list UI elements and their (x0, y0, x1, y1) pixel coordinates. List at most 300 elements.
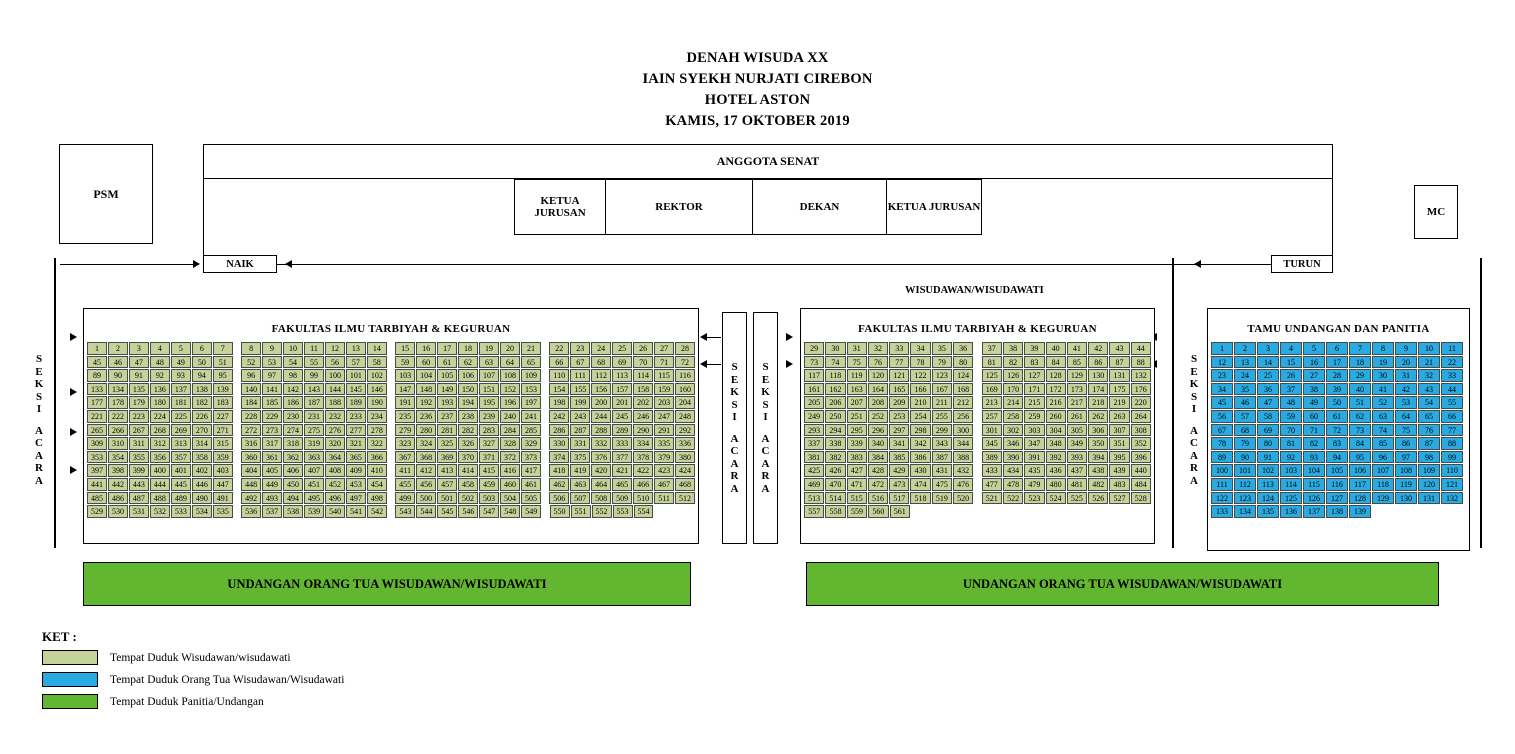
seat[interactable]: 114 (633, 369, 653, 382)
seat[interactable]: 14 (1257, 356, 1279, 369)
seat[interactable]: 475 (932, 478, 952, 491)
seat[interactable]: 497 (346, 492, 366, 505)
seat[interactable]: 121 (889, 369, 909, 382)
seat[interactable]: 502 (458, 492, 478, 505)
seat[interactable]: 284 (500, 424, 520, 437)
seat[interactable]: 11 (1441, 342, 1463, 355)
seat[interactable]: 474 (910, 478, 930, 491)
seat[interactable]: 408 (325, 464, 345, 477)
seat[interactable]: 362 (283, 451, 303, 464)
seat[interactable]: 541 (346, 505, 366, 518)
seat[interactable]: 223 (129, 410, 149, 423)
seat[interactable]: 262 (1088, 410, 1108, 423)
seat[interactable]: 88 (1441, 437, 1463, 450)
seat[interactable]: 103 (1280, 464, 1302, 477)
seat[interactable]: 337 (804, 437, 824, 450)
seat[interactable]: 59 (395, 356, 415, 369)
seat[interactable]: 35 (932, 342, 952, 355)
seat[interactable]: 225 (171, 410, 191, 423)
seat[interactable]: 10 (283, 342, 303, 355)
seat[interactable]: 274 (283, 424, 303, 437)
seat[interactable]: 495 (304, 492, 324, 505)
seat[interactable]: 148 (416, 383, 436, 396)
seat[interactable]: 257 (982, 410, 1002, 423)
seat[interactable]: 79 (1234, 437, 1256, 450)
seat[interactable]: 75 (1395, 424, 1417, 437)
seat[interactable]: 345 (982, 437, 1002, 450)
seat[interactable]: 460 (500, 478, 520, 491)
seat[interactable]: 216 (1046, 396, 1066, 409)
seat[interactable]: 343 (932, 437, 952, 450)
seat[interactable]: 393 (1067, 451, 1087, 464)
seat[interactable]: 494 (283, 492, 303, 505)
seat[interactable]: 210 (910, 396, 930, 409)
seat[interactable]: 65 (1418, 410, 1440, 423)
seat[interactable]: 156 (591, 383, 611, 396)
seat[interactable]: 198 (549, 396, 569, 409)
seat[interactable]: 155 (570, 383, 590, 396)
seat[interactable]: 113 (612, 369, 632, 382)
seat[interactable]: 419 (570, 464, 590, 477)
seat[interactable]: 245 (612, 410, 632, 423)
seat[interactable]: 429 (889, 464, 909, 477)
seat[interactable]: 102 (367, 369, 387, 382)
seat[interactable]: 417 (521, 464, 541, 477)
seat[interactable]: 49 (1303, 396, 1325, 409)
seat[interactable]: 40 (1046, 342, 1066, 355)
seat[interactable]: 481 (1067, 478, 1087, 491)
seat[interactable]: 318 (283, 437, 303, 450)
seat[interactable]: 535 (213, 505, 233, 518)
seat[interactable]: 46 (1234, 396, 1256, 409)
seat[interactable]: 120 (868, 369, 888, 382)
seat[interactable]: 21 (521, 342, 541, 355)
seat[interactable]: 44 (1131, 342, 1151, 355)
seat[interactable]: 386 (910, 451, 930, 464)
seat[interactable]: 9 (1395, 342, 1417, 355)
seat[interactable]: 85 (1067, 356, 1087, 369)
seat[interactable]: 276 (325, 424, 345, 437)
seat[interactable]: 234 (367, 410, 387, 423)
seat[interactable]: 83 (1326, 437, 1348, 450)
seat[interactable]: 141 (262, 383, 282, 396)
seat[interactable]: 201 (612, 396, 632, 409)
seat[interactable]: 107 (1372, 464, 1394, 477)
seat[interactable]: 353 (87, 451, 107, 464)
seat[interactable]: 3 (129, 342, 149, 355)
seat[interactable]: 206 (825, 396, 845, 409)
seat[interactable]: 25 (1257, 369, 1279, 382)
seat[interactable]: 134 (108, 383, 128, 396)
seat[interactable]: 267 (129, 424, 149, 437)
seat[interactable]: 188 (325, 396, 345, 409)
seat[interactable]: 39 (1326, 383, 1348, 396)
seat[interactable]: 175 (1109, 383, 1129, 396)
seat[interactable]: 536 (241, 505, 261, 518)
seat[interactable]: 275 (304, 424, 324, 437)
seat[interactable]: 447 (213, 478, 233, 491)
seat[interactable]: 205 (804, 396, 824, 409)
seat[interactable]: 420 (591, 464, 611, 477)
seat[interactable]: 334 (633, 437, 653, 450)
seat[interactable]: 457 (437, 478, 457, 491)
seat[interactable]: 298 (910, 424, 930, 437)
seat[interactable]: 48 (150, 356, 170, 369)
seat[interactable]: 65 (521, 356, 541, 369)
seat[interactable]: 241 (521, 410, 541, 423)
seat[interactable]: 509 (612, 492, 632, 505)
seat[interactable]: 135 (129, 383, 149, 396)
seat[interactable]: 227 (213, 410, 233, 423)
seat[interactable]: 4 (1280, 342, 1302, 355)
seat[interactable]: 202 (633, 396, 653, 409)
seat[interactable]: 186 (283, 396, 303, 409)
seat[interactable]: 94 (1326, 451, 1348, 464)
seat[interactable]: 498 (367, 492, 387, 505)
seat[interactable]: 351 (1109, 437, 1129, 450)
seat[interactable]: 116 (1326, 478, 1348, 491)
seat[interactable]: 211 (932, 396, 952, 409)
seat[interactable]: 187 (304, 396, 324, 409)
seat[interactable]: 339 (847, 437, 867, 450)
seat[interactable]: 42 (1088, 342, 1108, 355)
seat[interactable]: 551 (571, 505, 591, 518)
seat[interactable]: 111 (1211, 478, 1233, 491)
seat[interactable]: 111 (570, 369, 590, 382)
seat[interactable]: 537 (262, 505, 282, 518)
seat[interactable]: 105 (1326, 464, 1348, 477)
seat[interactable]: 308 (1131, 424, 1151, 437)
seat[interactable]: 396 (1131, 451, 1151, 464)
seat[interactable]: 427 (847, 464, 867, 477)
seat[interactable]: 115 (1303, 478, 1325, 491)
seat[interactable]: 68 (1234, 424, 1256, 437)
seat[interactable]: 150 (458, 383, 478, 396)
seat[interactable]: 19 (479, 342, 499, 355)
seat[interactable]: 92 (150, 369, 170, 382)
seat[interactable]: 388 (953, 451, 973, 464)
seat[interactable]: 122 (910, 369, 930, 382)
seat[interactable]: 446 (192, 478, 212, 491)
seat[interactable]: 157 (612, 383, 632, 396)
seat[interactable]: 185 (262, 396, 282, 409)
seat[interactable]: 222 (108, 410, 128, 423)
seat[interactable]: 253 (889, 410, 909, 423)
seat[interactable]: 315 (213, 437, 233, 450)
seat[interactable]: 445 (171, 478, 191, 491)
seat[interactable]: 373 (521, 451, 541, 464)
seat[interactable]: 9 (262, 342, 282, 355)
seat[interactable]: 107 (479, 369, 499, 382)
seat[interactable]: 316 (241, 437, 261, 450)
seat[interactable]: 423 (654, 464, 674, 477)
seat[interactable]: 288 (591, 424, 611, 437)
seat[interactable]: 97 (1395, 451, 1417, 464)
seat[interactable]: 86 (1088, 356, 1108, 369)
seat[interactable]: 105 (437, 369, 457, 382)
seat[interactable]: 31 (1395, 369, 1417, 382)
seat[interactable]: 493 (262, 492, 282, 505)
seat[interactable]: 12 (1211, 356, 1233, 369)
seat[interactable]: 112 (1234, 478, 1256, 491)
seat[interactable]: 292 (675, 424, 695, 437)
seat[interactable]: 1 (1211, 342, 1233, 355)
seat[interactable]: 251 (847, 410, 867, 423)
seat[interactable]: 327 (479, 437, 499, 450)
seat[interactable]: 407 (304, 464, 324, 477)
seat[interactable]: 81 (982, 356, 1002, 369)
seat[interactable]: 289 (612, 424, 632, 437)
seat[interactable]: 544 (416, 505, 436, 518)
seat[interactable]: 323 (395, 437, 415, 450)
seat[interactable]: 2 (1234, 342, 1256, 355)
seat[interactable]: 24 (591, 342, 611, 355)
seat[interactable]: 516 (868, 492, 888, 505)
seat[interactable]: 37 (1280, 383, 1302, 396)
seat[interactable]: 20 (1395, 356, 1417, 369)
seat[interactable]: 193 (437, 396, 457, 409)
seat[interactable]: 524 (1046, 492, 1066, 505)
seat[interactable]: 19 (1372, 356, 1394, 369)
seat[interactable]: 282 (458, 424, 478, 437)
seat[interactable]: 80 (953, 356, 973, 369)
seat[interactable]: 169 (982, 383, 1002, 396)
seat[interactable]: 132 (1441, 492, 1463, 505)
seat[interactable]: 450 (283, 478, 303, 491)
seat[interactable]: 64 (500, 356, 520, 369)
seat[interactable]: 1 (87, 342, 107, 355)
seat[interactable]: 87 (1418, 437, 1440, 450)
seat[interactable]: 67 (1211, 424, 1233, 437)
seat[interactable]: 178 (108, 396, 128, 409)
seat[interactable]: 174 (1088, 383, 1108, 396)
seat[interactable]: 18 (1349, 356, 1371, 369)
seat[interactable]: 306 (1088, 424, 1108, 437)
seat[interactable]: 501 (437, 492, 457, 505)
seat[interactable]: 90 (1234, 451, 1256, 464)
seat[interactable]: 116 (675, 369, 695, 382)
seat[interactable]: 411 (395, 464, 415, 477)
seat[interactable]: 363 (304, 451, 324, 464)
seat[interactable]: 62 (1349, 410, 1371, 423)
seat[interactable]: 389 (982, 451, 1002, 464)
seat[interactable]: 285 (521, 424, 541, 437)
seat[interactable]: 492 (241, 492, 261, 505)
seat[interactable]: 135 (1257, 505, 1279, 518)
seat[interactable]: 106 (1349, 464, 1371, 477)
seat[interactable]: 170 (1003, 383, 1023, 396)
seat[interactable]: 265 (87, 424, 107, 437)
seat[interactable]: 260 (1046, 410, 1066, 423)
seat[interactable]: 303 (1024, 424, 1044, 437)
seat[interactable]: 119 (847, 369, 867, 382)
seat[interactable]: 33 (889, 342, 909, 355)
seat[interactable]: 467 (654, 478, 674, 491)
seat[interactable]: 197 (521, 396, 541, 409)
seat[interactable]: 381 (804, 451, 824, 464)
seat[interactable]: 539 (304, 505, 324, 518)
seat[interactable]: 26 (633, 342, 653, 355)
seat[interactable]: 98 (283, 369, 303, 382)
seat[interactable]: 127 (1024, 369, 1044, 382)
seat[interactable]: 472 (868, 478, 888, 491)
seat[interactable]: 312 (150, 437, 170, 450)
seat[interactable]: 416 (500, 464, 520, 477)
seat[interactable]: 47 (1257, 396, 1279, 409)
seat[interactable]: 261 (1067, 410, 1087, 423)
seat[interactable]: 486 (108, 492, 128, 505)
seat[interactable]: 84 (1046, 356, 1066, 369)
seat[interactable]: 55 (1441, 396, 1463, 409)
seat[interactable]: 444 (150, 478, 170, 491)
seat[interactable]: 104 (416, 369, 436, 382)
seat[interactable]: 36 (953, 342, 973, 355)
seat[interactable]: 269 (171, 424, 191, 437)
seat[interactable]: 322 (367, 437, 387, 450)
seat[interactable]: 87 (1109, 356, 1129, 369)
seat[interactable]: 43 (1109, 342, 1129, 355)
seat[interactable]: 51 (1349, 396, 1371, 409)
seat[interactable]: 412 (416, 464, 436, 477)
seat[interactable]: 530 (108, 505, 128, 518)
seat[interactable]: 451 (304, 478, 324, 491)
seat[interactable]: 470 (825, 478, 845, 491)
seat[interactable]: 462 (549, 478, 569, 491)
seat[interactable]: 73 (804, 356, 824, 369)
seat[interactable]: 100 (325, 369, 345, 382)
seat[interactable]: 142 (283, 383, 303, 396)
seat[interactable]: 89 (1211, 451, 1233, 464)
seat[interactable]: 424 (675, 464, 695, 477)
seat[interactable]: 286 (549, 424, 569, 437)
seat[interactable]: 409 (346, 464, 366, 477)
seat[interactable]: 226 (192, 410, 212, 423)
seat[interactable]: 117 (1349, 478, 1371, 491)
seat[interactable]: 190 (367, 396, 387, 409)
seat[interactable]: 23 (570, 342, 590, 355)
seat[interactable]: 192 (416, 396, 436, 409)
seat[interactable]: 449 (262, 478, 282, 491)
seat[interactable]: 124 (1257, 492, 1279, 505)
seat[interactable]: 32 (1418, 369, 1440, 382)
seat[interactable]: 164 (868, 383, 888, 396)
seat[interactable]: 70 (633, 356, 653, 369)
seat[interactable]: 402 (192, 464, 212, 477)
seat[interactable]: 360 (241, 451, 261, 464)
seat[interactable]: 430 (910, 464, 930, 477)
seat[interactable]: 296 (868, 424, 888, 437)
seat[interactable]: 249 (804, 410, 824, 423)
seat[interactable]: 344 (953, 437, 973, 450)
seat[interactable]: 41 (1067, 342, 1087, 355)
seat[interactable]: 372 (500, 451, 520, 464)
seat[interactable]: 361 (262, 451, 282, 464)
seat[interactable]: 468 (675, 478, 695, 491)
seat[interactable]: 4 (150, 342, 170, 355)
seat[interactable]: 507 (570, 492, 590, 505)
seat[interactable]: 41 (1372, 383, 1394, 396)
seat[interactable]: 366 (367, 451, 387, 464)
seat[interactable]: 357 (171, 451, 191, 464)
seat[interactable]: 358 (192, 451, 212, 464)
seat[interactable]: 290 (633, 424, 653, 437)
seat[interactable]: 352 (1131, 437, 1151, 450)
seat[interactable]: 458 (458, 478, 478, 491)
seat[interactable]: 128 (1349, 492, 1371, 505)
seat[interactable]: 350 (1088, 437, 1108, 450)
seat[interactable]: 532 (150, 505, 170, 518)
seat[interactable]: 321 (346, 437, 366, 450)
seat[interactable]: 459 (479, 478, 499, 491)
seat[interactable]: 461 (521, 478, 541, 491)
seat[interactable]: 283 (479, 424, 499, 437)
seat[interactable]: 256 (953, 410, 973, 423)
seat[interactable]: 30 (825, 342, 845, 355)
seat[interactable]: 131 (1109, 369, 1129, 382)
seat[interactable]: 471 (847, 478, 867, 491)
seat[interactable]: 52 (241, 356, 261, 369)
seat[interactable]: 32 (868, 342, 888, 355)
seat[interactable]: 488 (150, 492, 170, 505)
seat[interactable]: 15 (1280, 356, 1302, 369)
seat[interactable]: 511 (654, 492, 674, 505)
seat[interactable]: 394 (1088, 451, 1108, 464)
seat[interactable]: 119 (1395, 478, 1417, 491)
seat[interactable]: 313 (171, 437, 191, 450)
seat[interactable]: 383 (847, 451, 867, 464)
seat[interactable]: 33 (1441, 369, 1463, 382)
seat[interactable]: 104 (1303, 464, 1325, 477)
seat[interactable]: 138 (1326, 505, 1348, 518)
seat[interactable]: 405 (262, 464, 282, 477)
seat[interactable]: 236 (416, 410, 436, 423)
seat[interactable]: 268 (150, 424, 170, 437)
seat[interactable]: 180 (150, 396, 170, 409)
seat[interactable]: 317 (262, 437, 282, 450)
seat[interactable]: 29 (1349, 369, 1371, 382)
seat[interactable]: 126 (1303, 492, 1325, 505)
seat[interactable]: 53 (1395, 396, 1417, 409)
seat[interactable]: 279 (395, 424, 415, 437)
seat[interactable]: 58 (367, 356, 387, 369)
seat[interactable]: 375 (570, 451, 590, 464)
seat[interactable]: 395 (1109, 451, 1129, 464)
seat[interactable]: 54 (283, 356, 303, 369)
seat[interactable]: 30 (1372, 369, 1394, 382)
seat[interactable]: 37 (982, 342, 1002, 355)
seat[interactable]: 10 (1418, 342, 1440, 355)
seat[interactable]: 473 (889, 478, 909, 491)
seat[interactable]: 17 (1326, 356, 1348, 369)
seat[interactable]: 5 (171, 342, 191, 355)
seat[interactable]: 40 (1349, 383, 1371, 396)
seat[interactable]: 184 (241, 396, 261, 409)
seat[interactable]: 56 (325, 356, 345, 369)
seat[interactable]: 552 (592, 505, 612, 518)
seat[interactable]: 554 (634, 505, 654, 518)
seat[interactable]: 139 (213, 383, 233, 396)
seat[interactable]: 250 (825, 410, 845, 423)
seat[interactable]: 401 (171, 464, 191, 477)
seat[interactable]: 200 (591, 396, 611, 409)
seat[interactable]: 207 (847, 396, 867, 409)
seat[interactable]: 46 (108, 356, 128, 369)
seat[interactable]: 329 (521, 437, 541, 450)
seat[interactable]: 335 (654, 437, 674, 450)
seat[interactable]: 80 (1257, 437, 1279, 450)
seat[interactable]: 235 (395, 410, 415, 423)
seat[interactable]: 217 (1067, 396, 1087, 409)
